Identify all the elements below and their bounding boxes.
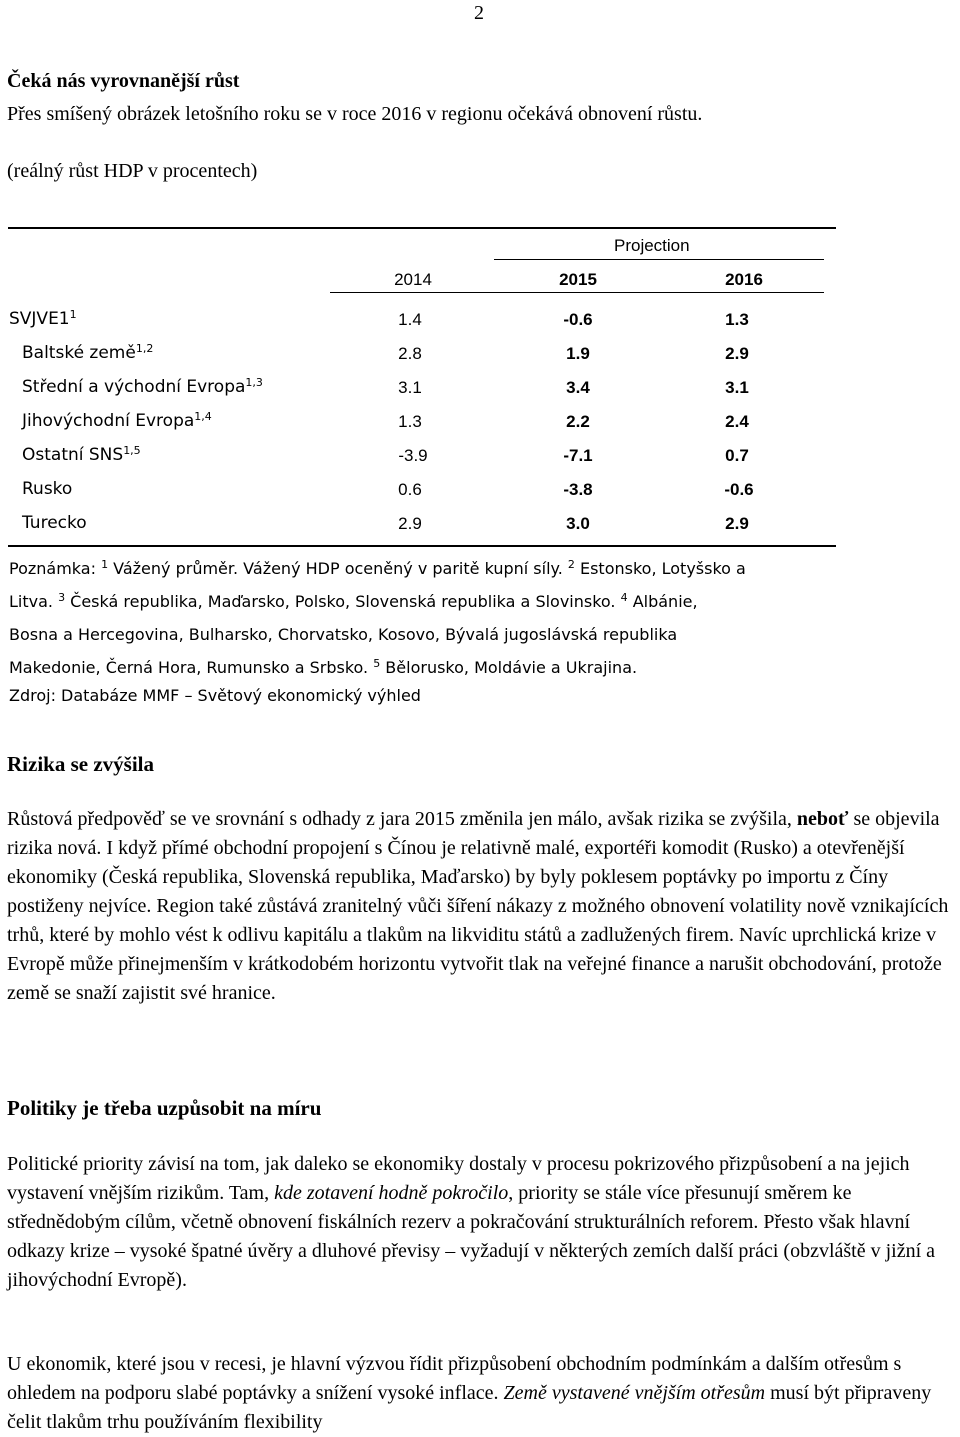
projection-rule [494,259,824,260]
notes-source: Zdroj: Databáze MMF – Světový ekonomický výhled [9,686,421,705]
value-2015: -3.8 [563,480,593,499]
notes-line-4: Makedonie, Černá Hora, Rumunsko a Srbsko. $^5$ Bělorusko, Moldávie a Ukrajina. [9,657,638,677]
value-2016: 1.3 [725,310,749,329]
section-policies-paragraph-1: Politické priority závisí na tom, jak daleko se ekonomiky dostaly v procesu pokrizového přizpůsobení a na jejich vystavení vnějším rizikům. Tam, kde zotavení hodně pokročilo, priority se stále více přesunují směrem ke střednědobým cílům, včetně obnovení fiskálních rezerv a pokračování strukturálních reforem. Přesto však hlavní odkazy krize – vysoké špatné úvěry a dluhové převisy – vyžadují v některých zemích další práci (obzvláště v jižní a jihovýchodní Evropě). [7,1153,936,1291]
value-2016: 2.9 [725,514,749,533]
value-2014: 1.4 [398,310,422,329]
section-heading-policies: Politiky je třeba uzpůsobit na míru [7,1096,322,1120]
section-policies-paragraph-2: U ekonomik, které jsou v recesi, je hlavní výzvou řídit přizpůsobení obchodním podmínkám a dalším otřesům s ohledem na podporu slabé poptávky a snížení vysoké inflace. Země vystavené vnějším otřesům musí být připraveny čelit tlakům trhu používáním flexibility [7,1353,932,1433]
header-rule [330,292,824,293]
row-label: SVJVE1 [9,309,70,329]
row-footnote: 1 [69,308,77,321]
row-label: Střední a východní Evropa [22,377,246,397]
value-2015: 3.4 [566,378,590,397]
value-2015: -7.1 [563,446,593,465]
value-2014: 0.6 [398,480,422,499]
table-caption: (reálný růst HDP v procentech) [7,160,258,182]
row-footnote: 1,5 [123,444,141,457]
row-footnote: 1,3 [245,376,263,389]
value-2015: 1.9 [566,344,590,363]
value-2015: -0.6 [563,310,593,329]
value-2015: 2.2 [566,412,590,431]
value-2016: 2.4 [725,412,749,431]
value-2016: -0.6 [724,480,754,499]
table-top-rule [8,227,836,229]
row-label: Ostatní SNS [22,445,124,465]
projection-label: Projection [614,236,690,255]
value-2016: 3.1 [725,378,749,397]
value-2016: 2.9 [725,344,749,363]
year-2015: 2015 [559,270,597,289]
value-2014: -3.9 [398,446,428,465]
table-notes [9,554,949,711]
row-label: Jihovýchodní Evropa [22,411,195,431]
table-bottom-rule [8,545,836,547]
value-2015: 3.0 [566,514,590,533]
year-2016: 2016 [725,270,763,289]
page-number: 2 [474,2,484,24]
notes-line-2: Litva. $^3$ Česká republika, Maďarsko, Polsko, Slovenská republika a Slovinsko. $^4$ Albánie, [9,591,698,611]
section-heading-risks: Rizika se zvýšila [7,752,154,776]
row-footnote: 1,4 [194,410,212,423]
row-label: Rusko [22,479,73,499]
value-2014: 2.8 [398,344,422,363]
section-risks-paragraph: Růstová předpověď se ve srovnání s odhady z jara 2015 změnila jen málo, avšak rizika se zvýšila, neboť se objevila rizika nová. I když přímé obchodní propojení s Čínou je relativně malé, exportéři komodit (Rusko) a otevřenější ekonomiky (Česká republika, Slovenská republika, Maďarsko) by byly poklesem poptávky po importu z Číny postiženy nejvíce. Region také zůstává zranitelný vůči šíření nákazy z možného obnovení volatility nově vznikajících trhů, které by mohlo vést k odlivu kapitálu a tlakům na likviditu států a zadlužených firem. Navíc uprchlická krize v Evropě může přinejmenším v krátkodobém horizontu vytvořit tlak na veřejné finance a narušit obchodování, protože země se snaží zajistit své hranice. [7,808,949,1004]
notes-line-3: Bosna a Hercegovina, Bulharsko, Chorvatsko, Kosovo, Bývalá jugoslávská republika [9,625,678,644]
value-2014: 2.9 [398,514,422,533]
intro-subtitle: Přes smíšený obrázek letošního roku se v roce 2016 v regionu očekává obnovení růstu. [7,103,703,125]
value-2014: 3.1 [398,378,422,397]
year-2014: 2014 [394,270,432,289]
row-label: Turecko [22,513,87,533]
notes-line-1: Poznámka: $^1$ Vážený průměr. Vážený HDP oceněný v paritě kupní síly. $^2$ Estonsko, Lotyšsko a [9,558,746,578]
value-2014: 1.3 [398,412,422,431]
row-footnote: 1,2 [135,342,154,355]
value-2016: 0.7 [725,446,749,465]
row-label: Baltské země [22,343,136,363]
intro-title: Čeká nás vyrovnanější růst [7,70,240,92]
